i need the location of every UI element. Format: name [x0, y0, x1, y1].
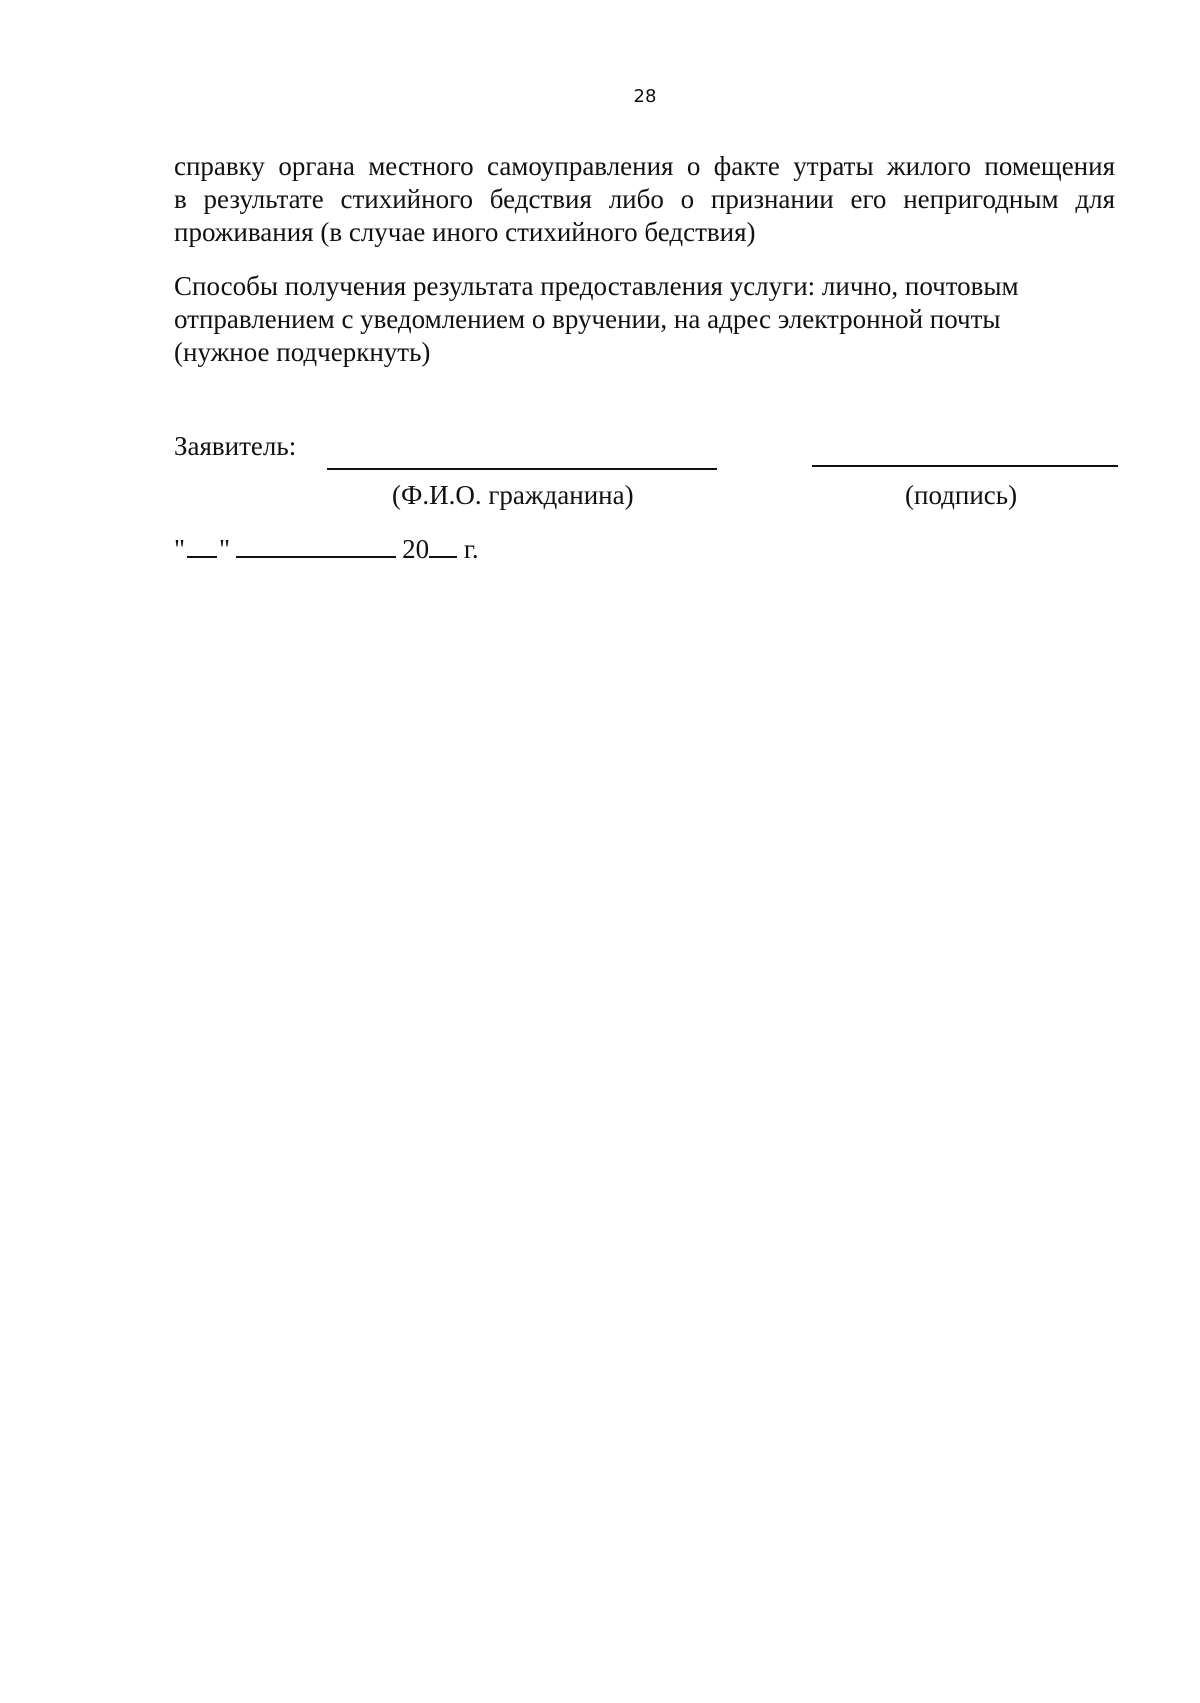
paragraph-line: справку органа местного самоуправления о факте утраты жилого помещения [174, 151, 1115, 181]
date-month-blank[interactable] [236, 536, 396, 558]
paragraph-line: проживания (в случае иного стихийного бедствия) [174, 217, 756, 247]
date-year-prefix: 20 [402, 534, 430, 564]
page-number: 28 [633, 86, 657, 107]
signature-line[interactable] [812, 465, 1118, 467]
name-signature-line[interactable] [327, 468, 717, 470]
applicant-label: Заявитель: [174, 431, 297, 461]
signature-caption: (подпись) [905, 480, 1018, 510]
date-row [174, 533, 479, 566]
paragraph-line: отправлением с уведомлением о вручении, на адрес электронной почты [174, 304, 1001, 334]
paragraph-line: Способы получения результата предоставления услуги: лично, почтовым [174, 271, 1019, 301]
paragraph-certificate [174, 150, 1115, 249]
date-close-quote: " [219, 534, 231, 564]
date-year-blank[interactable] [429, 536, 457, 558]
date-year-suffix: г. [463, 534, 479, 564]
name-caption: (Ф.И.О. гражданина) [392, 480, 634, 510]
paragraph-line: в результате стихийного бедствия либо о признании его непригодным для [174, 184, 1115, 214]
date-day-blank[interactable] [187, 536, 217, 558]
date-open-quote: " [174, 534, 186, 564]
paragraph-line: (нужное подчеркнуть) [174, 337, 431, 367]
paragraph-delivery-methods [174, 270, 1115, 369]
